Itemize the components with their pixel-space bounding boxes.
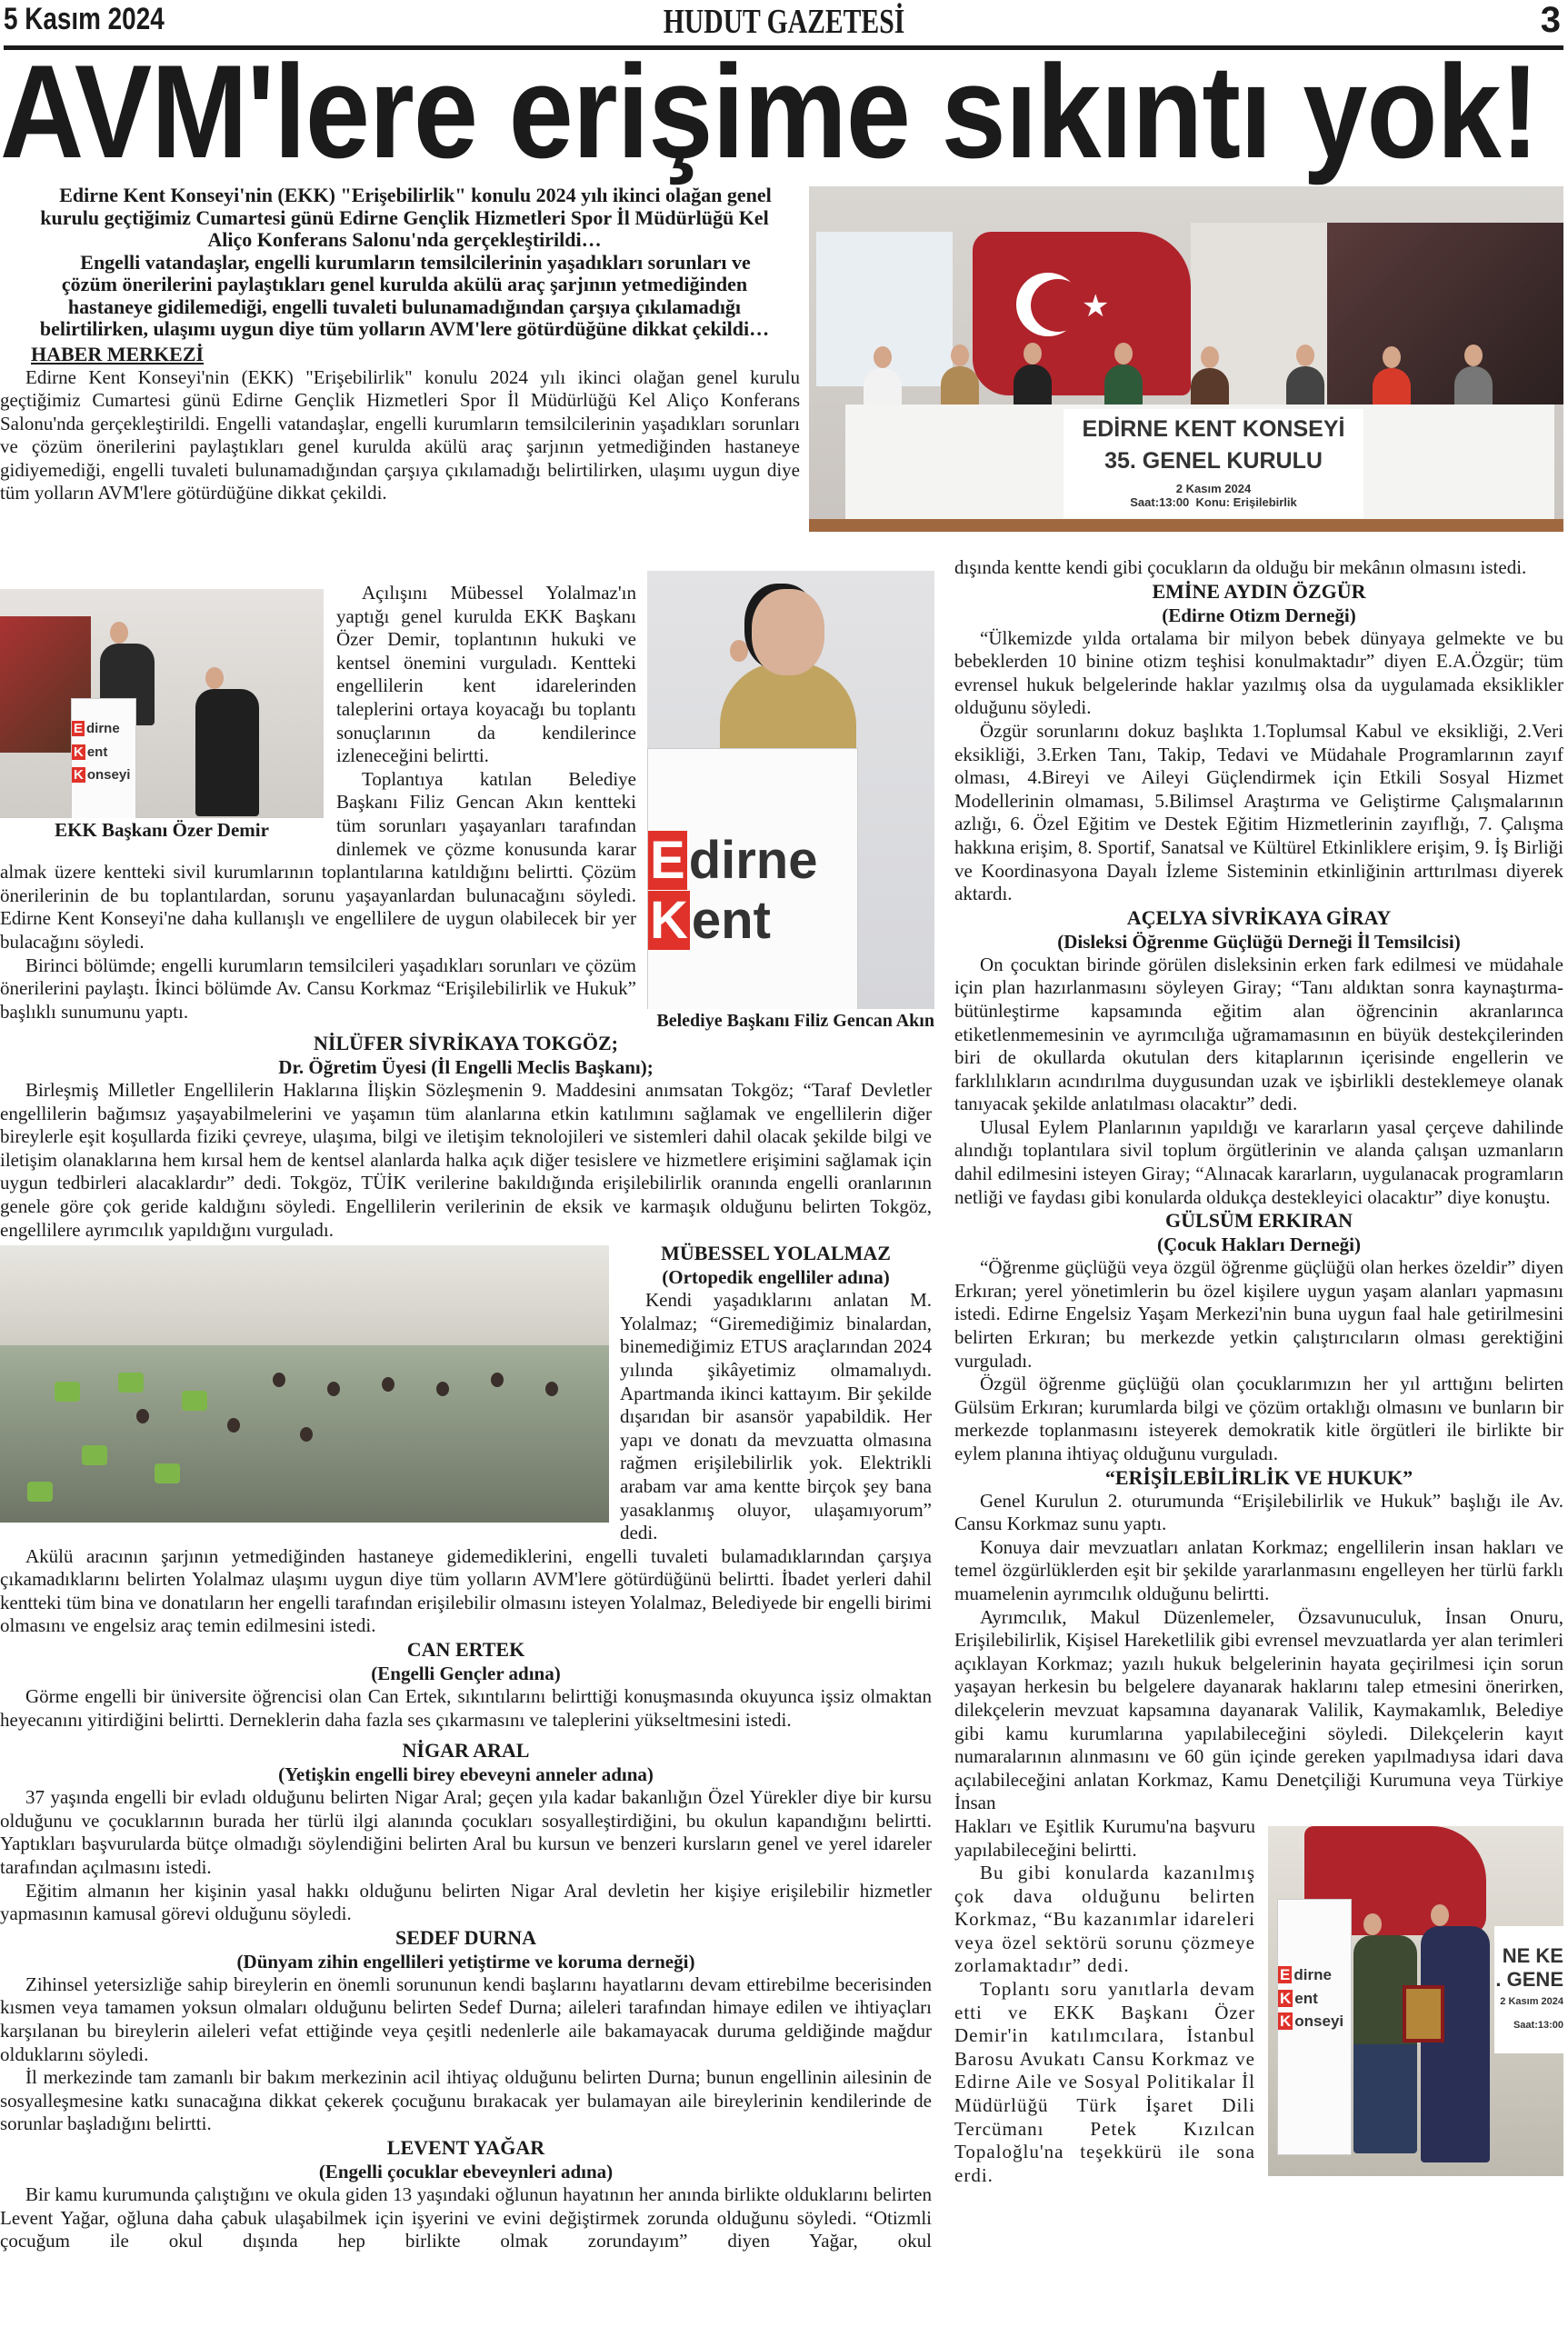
page-number: 3 — [1540, 0, 1561, 40]
banner-time-topic — [1064, 495, 1363, 509]
attendee — [227, 1418, 240, 1433]
attendee — [273, 1373, 285, 1387]
byline: HABER MERKEZİ — [31, 342, 205, 365]
logo-text: onseyi — [1294, 2012, 1344, 2031]
photo-general-assembly-panel — [809, 186, 1563, 532]
lead-paragraph: Engelli vatandaşlar, engelli kurumların temsilcilerinin yaşadıkları sorunları ve çözüm önerilerini paylaştıkları genel kurulda akülü araç şarjının yetmediğinden hastaneye gidilemediği, engelli tuvaleti bulunamadığından çarşıya çıkılamadığı belirtilirken, ulaşımı uygun diye tüm yolların AVM'lere götürdüğüne dikkat çekildi… — [39, 250, 770, 340]
left-column — [0, 1032, 932, 2253]
banner-time: Saat:13:00 — [1513, 2019, 1563, 2031]
podium-logo — [71, 698, 136, 818]
speaker-role: Dr. Öğretim Üyesi (İl Engelli Meclis Başkanı); — [278, 1056, 654, 1078]
body-paragraph: Kendi yaşadıklarını anlatan M. Yolalmaz; “Giremediğimiz binalardan, binemediğimiz ETUS araçlarından 2024 yılında şikâyetimiz olmamalıydı. Apartmanda ikinci kattayım. Bir şekilde dışarıdan bir asansör yapabildik. Her yapı ve donatı da mevzuatta olmasına rağmen erişilebilirlik yok. Elektrikli arabam var ama kentte birçok şey bana yasaklanmış oluyor, ulaşamıyorum” dedi. — [620, 1289, 932, 1544]
attendee — [327, 1382, 340, 1396]
lawyer — [1353, 1935, 1417, 2153]
body-paragraph: Özgül öğrenme güçlüğü olan çocuklarımızın her yıl arttığını belirten Gülsüm Erkıran; kurumlarda bilgi ve çözüm ortaklığı olmasını ve bunların bir merkezde toplanmasını isteyerek demokratik kitle örgütleri ile birlikte bir eylem planına ihtiyaç olduğunu vurguladı. — [954, 1373, 1563, 1464]
portrait-poster — [1327, 223, 1563, 404]
photo-audience — [0, 1245, 609, 1523]
attendee — [491, 1373, 504, 1387]
body-paragraph: Konuya dair mevzuatları anlatan Korkmaz; engellilerin insan hakları ve temel özgürlüklerden eşit bir şekilde yararlanmasını engelleyen her türlü farklı muamelenin ayrımcılık olduğunu belirtti. — [954, 1535, 1563, 1604]
podium-logo — [647, 748, 858, 1009]
newspaper-name: HUDUT GAZETESİ — [663, 3, 905, 41]
body-paragraph-continued: Hakları ve Eşitlik Kurumu'na başvuru yapılabileceğini belirtti. — [954, 1814, 1255, 1861]
attendee — [436, 1382, 449, 1396]
chair — [118, 1373, 144, 1393]
speaker-name: NİGAR ARAL — [402, 1739, 530, 1763]
body-paragraph: Birinci bölümde; engelli kurumların temsilcileri yaşadıkları sorunları ve çözüm önerilerini paylaştı. İkinci bölümde Av. Cansu Korkmaz “Erişilebilirlik ve Hukuk” başlıklı sunumunu yaptı. — [0, 954, 636, 1023]
logo-text: dirne — [86, 721, 120, 736]
speaker-name: EMİNE AYDIN ÖZGÜR — [1152, 579, 1366, 603]
logo-letter: E — [650, 831, 685, 890]
logo-letter: E — [1280, 1965, 1291, 1983]
attendee — [545, 1382, 558, 1396]
attendee — [136, 1409, 149, 1423]
speaker-role: (Yetişkin engelli birey ebeveyni anneler adına) — [278, 1763, 654, 1786]
speaker-role: (Engelli Gençler adına) — [371, 1663, 561, 1685]
banner-time: Saat:13:00 — [1130, 495, 1190, 509]
right-column — [954, 556, 1563, 2187]
body-paragraph: Ayrımcılık, Makul Düzenlemeler, Özsavunuculuk, İnsan Onuru, Erişilebilirlik, Kişisel Hareketlilik gibi evrensel mevzuatlarda yer alan terimleri açıklayan Korkmaz; yazılı hukuk belgelerinin hayata geçirilmesi için sorun yaşayan herkesin bu belgelere dayanarak haklarını talep etmesini önerirken, dilekçelerin mevzuat kapsamına dayanarak Valilik, Kaymakamlık, Belediye gibi kamu kurumlarına yapılabileceğini söyledi. Dilekçelerin kayıt numaralarının alınmasını ve 60 gün içinde gereken yapılmadıysa idari dava açılabileceğini anlatan Korkmaz, Kamu Denetçiliği Kurumuna veya Türkiye İnsan — [954, 1605, 1563, 1814]
chair — [155, 1463, 180, 1483]
photo-caption: Belediye Başkanı Filiz Gencan Akın — [656, 1011, 934, 1031]
banner-date: 2 Kasım 2024 — [1500, 1996, 1563, 2008]
speaker-role: (Çocuk Hakları Derneği) — [1157, 1233, 1361, 1256]
body-paragraph: Toplantıya katılan Belediye Başkanı Filiz Gencan Akın kentteki tüm sorunları yaşayanları tarafından dinlemek ve çözme konusunda karar almak üzere kentteki sivil kurumlarının toplantılarına katıldığını belirtti. Çözüm önerilerinin de bu toplantılardan, sorunu yaşayanlardan bulunacağını söyledi. Edirne Kent Konseyi'ne daha kullanışlı ve engellilere de uygun olabilecek bir yer bulacağını söyledi. — [0, 767, 636, 953]
section-heading: “ERİŞİLEBİLİRLİK VE HUKUK” — [1104, 1465, 1413, 1489]
body-paragraph: On çocuktan birinde görülen disleksinin erken fark edilmesi ve müdahale için plan hazırlanmasını söyleyen Giray; “Tanı aldıktan sonra kaynaştırma-bütünleştirme kapsamında eğitim alan öğrencinin akranlarınca etiketlenmemesinin ve ayrımcılığa uğramamasının en büyük destekçilerinden biri de okullarda okutulan ders kitaplarının içerisinde engellerin ve farklılıkların acındırılma duygusundan uzak ve işbirlikli desteklemeye olanak tanıyacak şekilde anlatılması olacaktır” dedi. — [954, 953, 1563, 1115]
body-paragraph: Bir kamu kurumunda çalıştığını ve okula giden 13 yaşındaki oğlunun hayatının her anında birlikte olduklarını belirten Levent Yağar, oğluna daha çabuk ulaşabilmek için işyerini ve evini değiştirmek zorunda olduğunu söyledi. “Otizmli çocuğum ile okul dışında hep birlikte olmak zorundayım” diyen Yağar, okul — [0, 2182, 932, 2252]
body-paragraph-continued: dışında kentte kendi gibi çocukların da olduğu bir mekânın olmasını istedi. — [954, 556, 1527, 578]
body-paragraph: Görme engelli bir üniversite öğrencisi olan Can Ertek, sıkıntılarını belirttiği konuşmasında okuyunca işsiz olmaktan heyecanını yitirdiğini belirtti. Derneklerin daha fazla ses çıkarmasını ve taleplerini yükseltmesini istedi. — [0, 1685, 932, 1731]
headline: AVM'lere erişime sıkıntı yok! — [0, 37, 1539, 185]
speaker-role: (Edirne Otizm Derneği) — [1162, 604, 1356, 626]
body-paragraph: Özgür sorunlarını dokuz başlıkta 1.Toplumsal Kabul ve eksikliği, 2.Veri eksikliği, 3.Erken Tanı, Takip, Tedavi ve Müdahale Programlarının zayıf olması, 4.Bireyi ve Aileyi Güçlendirmek için Etkili Sosyal Hizmet Modellerinin olmaması, 5.Bilimsel Araştırma ve Geliştirme Çalışmalarının azlığı, 6. Özel Eğitim ve Destek Eğitim Hizmetlerinin zayıflığı, 7. Çalışma hakkına erişim, 8. Sportif, Sanatsal ve Kültürel Etkinliklere erişim, 9. İş Birliği ve Koordinasyona Dayalı İzleme Sisteminin etkinliğinin arttırılması diyerek aktardı. — [954, 719, 1563, 905]
banner-line2: . GENE — [1495, 1967, 1563, 1991]
banner-line2: 35. GENEL KURULU — [1104, 448, 1323, 474]
body-paragraph: Ulusal Eylem Planlarının yapıldığı ve kararların yasal çerçeve dahilinde alındığı toplantılara sivil toplum örgütlerinin ve alanda çalışan uzmanların dahil edilmesini isteyen Giray; “Alınacak kararların, uygulanacak programların netliği ve faydası gibi konularda oldukça destekleyici olacaktır” diye konuştu. — [954, 1115, 1563, 1208]
banner-line1: NE KE — [1502, 1943, 1563, 1967]
opening-block — [0, 582, 636, 1024]
award-plaque — [1403, 1985, 1444, 2042]
logo-letter: K — [1280, 2012, 1292, 2031]
photo-caption: EKK Başkanı Özer Demir — [55, 819, 269, 841]
logo-text: onseyi — [86, 767, 131, 784]
body-paragraph: Açılışını Mübessel Yolalmaz'ın yaptığı genel kurulda EKK Başkanı Özer Demir, toplantının hukuki ve kentsel önemini vurguladı. Kentteki engellilerin kent idarelerinden taleplerini ortaya koyacağı bu toplantı sonuçlarının da kendilerince izleneceğini belirtti. — [336, 582, 636, 767]
issue-date: 5 Kasım 2024 — [4, 2, 165, 36]
speaker-role: (Disleksi Öğrenme Güçlüğü Derneği İl Temsilcisi) — [1057, 930, 1461, 953]
body-paragraph: Akülü aracının şarjının yetmediğinden hastaneye gidemediklerini, engelli tuvaleti bulamadıklarından çarşıya çıkamadıklarını belirten Yolalmaz ulaşımı uygun diye tüm yolların AVM'lere götürdüğünü belirtti. İbadet yerleri dahil kentteki tüm bina ve donatıların her engelli tarafından erişilebilir olmasını isteyen Yolalmaz, Belediyede bir engelli birimi olmasını ve engelsiz araç temin edilmesini istedi. — [0, 1544, 932, 1637]
speaker-role: (Engelli çocuklar ebeveynleri adına) — [318, 2160, 614, 2182]
speaker-name: CAN ERTEK — [406, 1638, 525, 1662]
chair — [82, 1445, 107, 1465]
photo-award-ceremony — [1268, 1826, 1563, 2176]
photo-ekk-president-figure — [0, 589, 324, 842]
body-paragraph: “Ülkemizde yılda ortalama bir milyon bebek dünyaya gelmekte ve bu bebeklerden 10 binine otizm teşhisi konulmaktadır” diyen E.A.Özgür; tüm evrensel hukuk belgelerinde haklar yazılmış olsa da uygulamada eksiklikler olduğunu söyledi. — [954, 626, 1563, 719]
chair — [55, 1382, 80, 1402]
banner-line1: EDİRNE KENT KONSEYİ — [1082, 416, 1345, 442]
attendee — [300, 1427, 313, 1442]
logo-text: dirne — [1293, 1965, 1332, 1983]
podium-logo — [1277, 1899, 1352, 2155]
logo-letter: E — [74, 721, 84, 736]
photo-mayor-figure — [647, 571, 934, 1033]
body-paragraph: Genel Kurulun 2. oturumunda “Erişilebilirlik ve Hukuk” başlığı ile Av. Cansu Korkmaz sunu yaptı. — [954, 1489, 1563, 1535]
lead-block — [0, 182, 800, 505]
chair — [182, 1391, 207, 1411]
logo-text: dirne — [688, 831, 818, 890]
logo-text: ent — [86, 744, 108, 760]
body-paragraph: Zihinsel yetersizliğe sahip bireylerin en önemli sorununun kendi başlarını hayatlarını devam ettirebilme becerisinden kısmen veya tamamen yoksun olmaları olduğunu belirten Sedef Durna; aileleri tarafından himaye edilen ve ihtiyaçları karşılanan bu bireylerin aileleri vefat ettiğinde veya çeşitli nedenlerle aile bakamayacak duruma geldiğinde mağdur olduklarını söyledi. — [0, 1972, 932, 2065]
banner-topic: Konu: Erişilebirlik — [1195, 495, 1297, 509]
body-paragraph: Bu gibi konularda kazanılmış çok dava olduğunu belirten Korkmaz, “Bu kazanımlar idareleri veya özel sektörü sorunu çözmeye zorlamaktadır” dedi. — [954, 1862, 1255, 1977]
logo-text: ent — [1294, 1989, 1318, 2007]
logo-letter: K — [650, 891, 688, 950]
chair — [27, 1482, 53, 1502]
body-paragraph: “Öğrenme güçlüğü veya özgül öğrenme güçlüğü olan herkes özeldir” diyen Erkıran; yerel yönetimlerin bu özel kişilere uygun yaşam alanları yapmasını istedi. Edirne Engelsiz Yaşam Merkezi'nin buna uygun faal hale getirilmesini belirten Erkıran; bu merkezde yetkin çalıştırıcıların olması gerektiğini vurguladı. — [954, 1256, 1563, 1372]
body-paragraph: Birleşmiş Milletler Engellilerin Haklarına İlişkin Sözleşmenin 9. Maddesini anımsatan Tokgöz; “Taraf Devletler engellilerin bağımsız yaşayabilmelerini ve yaşamın tüm alanlarına etkin katılımını sağlamak ve engellilerin diğer bireylerle eşit koşullarda fiziki çevreye, ulaşıma, bilgi ve iletişim teknolojileri ve sistemleri dahil olacak şekilde bilgi ve iletişim olanaklarına hem kırsal hem de kentsel alanlarda halka açık diğer tesislere ve hizmetlere erişimini sağlamak için uygun tedbirleri alacaklardır” dedi. Tokgöz, TÜİK verilerine bakıldığında erişilebilirlik oranında engelli oranlarının genele göre çok geride kaldığını söyledi. Engellilerin verilerinin de eksik ve karmaşık olduğunu belirten Tokgöz, engellilere ayrımcılık yapıldığını vurguladı. — [0, 1079, 932, 1241]
logo-letter: K — [74, 744, 84, 760]
logo-letter: K — [74, 767, 84, 784]
lead-summary — [0, 182, 800, 341]
speaker-name: AÇELYA SİVRİKAYA GİRAY — [1126, 905, 1392, 929]
photo-mayor — [647, 571, 934, 1009]
sign-interpreter — [195, 689, 259, 816]
logo-letter: K — [1280, 1989, 1292, 2007]
intro-paragraph: Edirne Kent Konseyi'nin (EKK) "Erişebilirlik" konulu 2024 yılı ikinci olağan genel kurulu geçtiğimiz Cumartesi günü Edirne Gençlik Hizmetleri Spor İl Müdürlüğü Kel Aliço Konferans Salonu'nda gerçekleştirildi. Engelli vatandaşlar, engelli kurumların temsilcilerinin yaşadıkları sorunları ve çözüm önerilerini paylaştıkları genel kurulda akülü araç şarjının yetmediğinden hastaneye gidiyemediği, engelli tuvaleti bulunamadığından çarşıya çıkılamadığı belirtilirken, ulaşımı uygun diye tüm yolların AVM'lere götürdüğüne dikkat çekildi. — [0, 365, 800, 504]
award-presenter — [1421, 1926, 1490, 2162]
lead-paragraph: Edirne Kent Konseyi'nin (EKK) "Erişebilirlik" konulu 2024 yılı ikinci olağan genel kurulu geçtiğimiz Cumartesi günü Edirne Gençlik Hizmetleri Spor İl Müdürlüğü Kel Aliço Konferans Salonu'nda gerçekleştirildi… — [40, 184, 772, 251]
body-paragraph: Toplantı soru yanıtlarla devam etti ve EKK Başkanı Özer Demir'in katılımcılara, İstanbul Barosu Avukatı Cansu Korkmaz ve Edirne Aile ve Sosyal Politikalar İl Müdürlüğü Türk İşaret Dili Tercümanı Petek Kızılcan Topaloğlu'na teşekkürü ile sona erdi. — [954, 1978, 1255, 2186]
body-paragraph: 37 yaşında engelli bir evladı olduğunu belirten Nigar Aral; geçen yıla kadar bakanlığın Özel Yürekler diye bir kursu olduğunu ve çocuklarının burada her türlü ilgi alanında çocukları sosyalleştirdiğini, bu okulun kapandığını belirtti. Yaptıkları başvurularda bütçe olmadığı söylendiğini belirten Aral bu kursun ve benzeri kursların genel ve yerel idareler tarafından açılmasını istedi. — [0, 1786, 932, 1879]
speaker-name: SEDEF DURNA — [394, 1925, 537, 1949]
speaker-name: MÜBESSEL YOLALMAZ — [661, 1242, 891, 1265]
hall-wall — [0, 1245, 609, 1345]
speaker-name: LEVENT YAĞAR — [386, 2135, 545, 2159]
speaker-name: NİLÜFER SİVRİKAYA TOKGÖZ; — [314, 1032, 618, 1054]
stage-floor — [809, 519, 1563, 532]
event-banner — [1064, 409, 1363, 518]
logo-text: ent — [691, 891, 771, 950]
speaker-role: (Dünyam zihin engellileri yetiştirme ve koruma derneği) — [236, 1950, 695, 1972]
photo-ekk-president — [0, 589, 324, 818]
body-paragraph: İl merkezinde tam zamanlı bir bakım merkezinin acil ihtiyaç olduğunu belirten Durna; bunun engellinin ailesinin de sosyalleşmesine katkı sunacağına dikkat çekerek çocuğunu bırakacak yer bulamayan aile bireylerinin kendilerinde de sorunlar başladığını belirtti. — [0, 2066, 932, 2135]
award-banner — [1494, 1926, 1563, 2053]
turkish-flag: ★ — [973, 232, 1191, 395]
body-paragraph: Eğitim almanın her kişinin yasal hakkı olduğunu belirten Nigar Aral devletin her kişiye erişilebilir hizmetler yapmasının kamusal görevi olduğunu söyledi. — [0, 1879, 932, 1925]
speaker-name: GÜLSÜM ERKIRAN — [1165, 1209, 1353, 1233]
attendee — [382, 1377, 394, 1392]
speaker-role: (Ortopedik engelliler adına) — [662, 1266, 890, 1289]
mayor-face — [752, 589, 824, 675]
banner-date: 2 Kasım 2024 — [1175, 482, 1252, 495]
